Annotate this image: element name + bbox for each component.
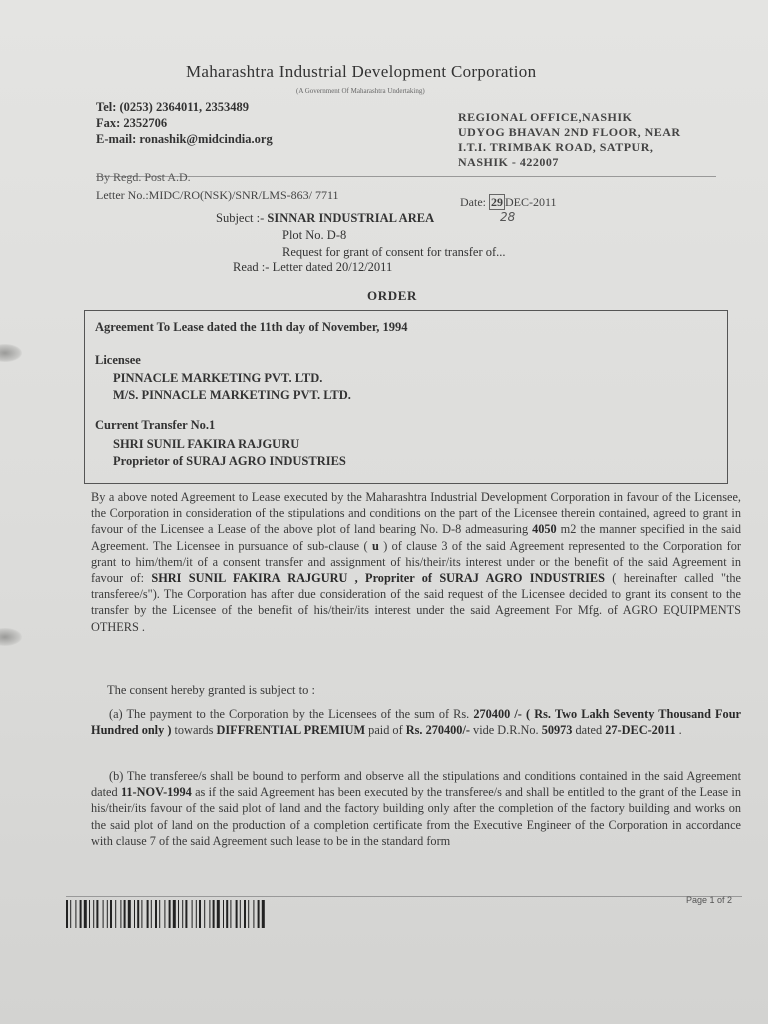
barcode-bar xyxy=(120,900,121,928)
subject-title: SINNAR INDUSTRIAL AREA xyxy=(267,211,435,225)
text-run: vide D.R.No. xyxy=(469,723,542,738)
barcode-bar xyxy=(151,900,152,928)
barcode-bar xyxy=(141,900,142,928)
barcode-bar xyxy=(159,900,160,928)
barcode xyxy=(66,900,268,928)
barcode-bar xyxy=(124,900,126,928)
text-run: ( hereinafter called "the transferee/s"). The Corporation has after due consideration of the said request of the Licensee decided to grant its consent to the transfer by the Licensee of the benefit of his/their/its interest under the said Agreement For Mfg. of AGRO EQUIPMENTS OTHERS . xyxy=(91,571,741,634)
barcode-bar xyxy=(209,900,210,928)
barcode-bar xyxy=(103,900,104,928)
paid-value: Rs. 270400/- xyxy=(405,723,470,738)
office-line: I.T.I. TRIMBAK ROAD, SATPUR, xyxy=(458,140,654,154)
condition-b xyxy=(91,768,741,849)
barcode-bar xyxy=(89,900,90,928)
date-day: 29 xyxy=(491,195,503,209)
barcode-bar xyxy=(66,900,68,928)
licensee-name: PINNACLE MARKETING PVT. LTD. xyxy=(113,371,323,385)
contact-block xyxy=(96,99,273,147)
barcode-bar xyxy=(223,900,224,928)
request-line: Request for grant of consent for transfer of... xyxy=(282,245,506,259)
licensee-name: M/S. PINNACLE MARKETING PVT. LTD. xyxy=(113,388,351,402)
barcode-bar xyxy=(236,900,238,928)
dr-number: 50973 xyxy=(541,723,573,738)
barcode-bar xyxy=(137,900,139,928)
barcode-bar xyxy=(248,900,249,928)
barcode-bar xyxy=(192,900,193,928)
barcode-bar xyxy=(147,900,149,928)
text-run: By a above noted Agreement to Lease executed by the Maharashtra Industrial Development Corporation in favour of the Licensee, the Corporation in consideration of the stipulations and conditions on the part of the Licensee therein contained, agreed to grant in favour of the Licensee a Lease of the above plot of land bearing No. D-8 admeasuring xyxy=(91,490,741,537)
office-line: UDYOG BHAVAN 2ND FLOOR, NEAR xyxy=(458,125,681,139)
barcode-bar xyxy=(182,900,183,928)
barcode-bar xyxy=(258,900,260,928)
read-line xyxy=(233,260,392,275)
barcode-bar xyxy=(93,900,94,928)
fax: Fax: 2352706 xyxy=(96,116,168,130)
office-line: REGIONAL OFFICE,NASHIK xyxy=(458,110,633,124)
body-paragraph xyxy=(91,489,741,635)
barcode-bar xyxy=(262,900,265,928)
barcode-bar xyxy=(110,900,112,928)
delivery-mode: By Regd. Post A.D. xyxy=(96,170,191,184)
read-text: Letter dated 20/12/2011 xyxy=(272,260,393,274)
agreement-rest: of November, 1994 xyxy=(305,320,408,334)
agreement-date: 11-NOV-1994 xyxy=(120,785,192,800)
text-run: towards xyxy=(171,723,217,738)
agreement-line xyxy=(95,320,408,335)
barcode-bar xyxy=(199,900,201,928)
text-run: dated xyxy=(572,723,606,738)
order-title: ORDER xyxy=(367,288,417,303)
letter-date xyxy=(460,195,557,210)
premium-label: DIFFRENTIAL PREMIUM xyxy=(216,723,366,738)
barcode-bar xyxy=(213,900,215,928)
barcode-bar xyxy=(178,900,179,928)
barcode-bar xyxy=(75,900,76,928)
barcode-bar xyxy=(96,900,98,928)
dr-date: 27-DEC-2011 xyxy=(605,723,676,738)
text-run: (b) The transferee/s shall be bound to perform and observe all the stipulations and conditions contained in the said Agreement dated xyxy=(91,769,741,800)
barcode-bar xyxy=(185,900,187,928)
licensee-heading: Licensee xyxy=(95,353,141,367)
plot-number: Plot No. D-8 xyxy=(282,228,347,242)
text-run: . xyxy=(675,723,682,738)
barcode-bar xyxy=(115,900,116,928)
letter-number: Letter No.:MIDC/RO(NSK)/SNR/LMS-863/ 7711 xyxy=(96,188,339,202)
barcode-bar xyxy=(169,900,171,928)
transferee-name: SHRI SUNIL FAKIRA RAJGURU xyxy=(113,437,300,451)
barcode-bar xyxy=(107,900,108,928)
barcode-bar xyxy=(204,900,205,928)
text-run: paid of xyxy=(365,723,406,738)
barcode-bar xyxy=(134,900,135,928)
barcode-bar xyxy=(70,900,71,928)
barcode-bar xyxy=(226,900,228,928)
clause-value: u xyxy=(371,538,379,553)
date-month-year: DEC-2011 xyxy=(505,195,557,209)
footer-divider xyxy=(66,896,742,897)
email: E-mail: ronashik@midcindia.org xyxy=(96,132,273,146)
barcode-bar xyxy=(80,900,82,928)
barcode-bar xyxy=(230,900,231,928)
organization-subtitle: (A Government Of Maharashtra Undertaking) xyxy=(296,87,425,95)
transfer-heading: Current Transfer No.1 xyxy=(95,418,216,432)
barcode-bar xyxy=(164,900,165,928)
page-number: Page 1 of 2 xyxy=(686,895,733,905)
barcode-bar xyxy=(173,900,176,928)
area-value: 4050 xyxy=(532,522,557,537)
text-run: as if the said Agreement has been executed by the transferee/s and shall be entitled to the grant of the Lease in his/their/its favour of the said plot of land and the factory building only after the completion of the factory building and works on the said plot of land on the production of a completion certificate from the Executive Engineer of the Corporation in accordance with clause 7 of the said Agreement such lease to be in the standard form xyxy=(91,785,741,848)
handwritten-date: 28 xyxy=(500,210,516,224)
barcode-bar xyxy=(196,900,197,928)
barcode-bar xyxy=(244,900,246,928)
barcode-bar xyxy=(128,900,131,928)
barcode-bar xyxy=(240,900,241,928)
subject-block xyxy=(216,210,506,261)
barcode-bar xyxy=(84,900,87,928)
transferee-business: Proprietor of SURAJ AGRO INDUSTRIES xyxy=(113,454,346,468)
consent-line: The consent hereby granted is subject to : xyxy=(107,683,315,697)
office-line: NASHIK - 422007 xyxy=(458,155,559,169)
barcode-bar xyxy=(155,900,157,928)
barcode-bar xyxy=(253,900,254,928)
office-address xyxy=(458,110,681,170)
agreement-bold: Agreement To Lease dated the 11th day xyxy=(95,320,306,334)
text-run: ) of clause 3 of the said Agreement represented to the Corporation for grant to him/them/it of a consent transfer and assignment of his/their/its interest under or the benefit of the said Agreement in favour of: xyxy=(91,538,741,586)
organization-name: Maharashtra Industrial Development Corporation xyxy=(186,62,537,81)
transferee-name-inline: SHRI SUNIL FAKIRA RAJGURU , Propriter of SURAJ AGRO INDUSTRIES xyxy=(151,571,605,586)
read-label: Read :- xyxy=(233,260,273,274)
amount-value: 270400 /- ( Rs. Two Lakh Seventy Thousand Four Hundred only ) xyxy=(91,707,741,738)
condition-a xyxy=(91,706,741,738)
telephone: Tel: (0253) 2364011, 2353489 xyxy=(96,100,250,114)
text-run: m2 the manner specified in the said Agreement. The Licensee in pursuance of sub-clause ( xyxy=(91,522,741,553)
subject-label: Subject :- xyxy=(216,211,268,225)
text-run: (a) The payment to the Corporation by the Licensees of the sum of Rs. xyxy=(109,707,474,721)
date-label: Date: xyxy=(460,195,486,209)
barcode-bar xyxy=(217,900,220,928)
